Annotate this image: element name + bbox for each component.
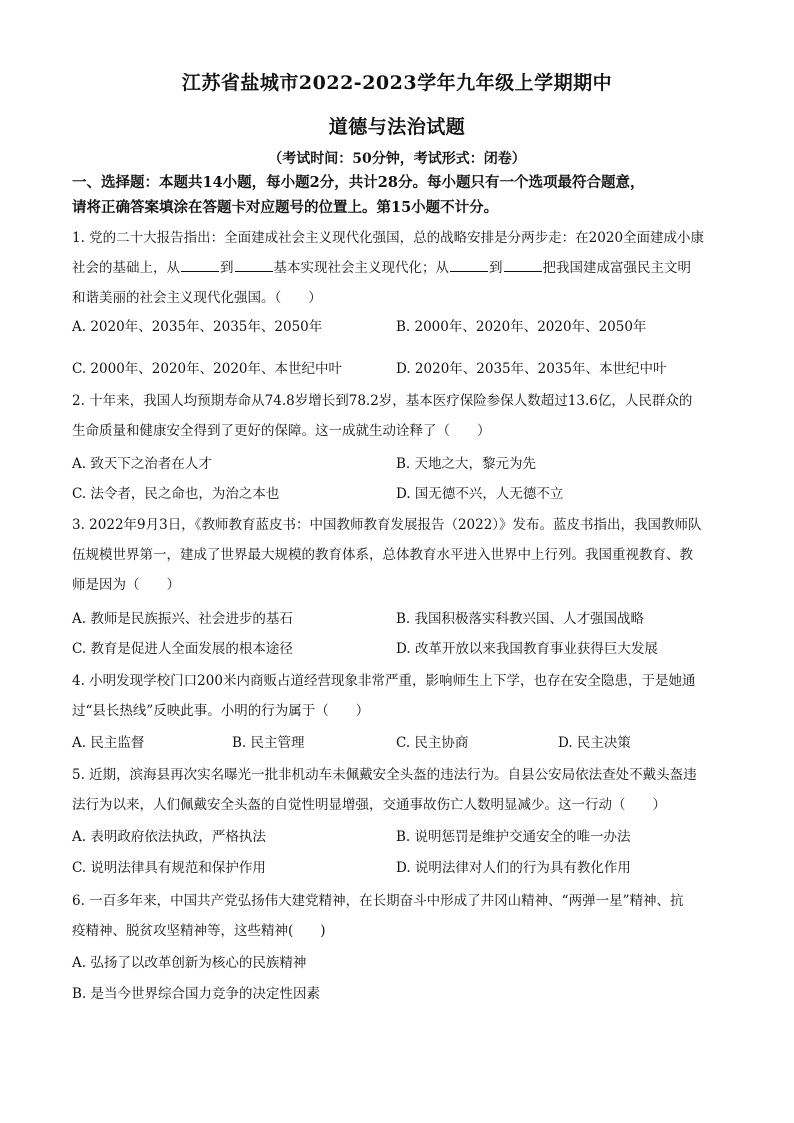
question-4-option-d: D. 民主决策 — [558, 735, 631, 751]
question-3-option-a: A. 教师是民族振兴、社会进步的基石 — [72, 611, 293, 627]
question-1-option-b: B. 2000年、2020年、2020年、2050年 — [396, 319, 647, 335]
question-3-line2: 伍规模世界第一，建成了世界最大规模的教育体系，总体教育水平进入世界中上行列。我国重视教育、教 — [72, 547, 693, 563]
question-2 — [72, 386, 732, 446]
question-2-option-c: C. 法令者，民之命也，为治之本也 — [72, 486, 280, 502]
question-5-line1: 5. 近期，滨海县再次实名曝光一批非机动车未佩戴安全头盔的违法行为。自县公安局依法查处不戴头盔违 — [72, 767, 697, 783]
question-2-line2: 生命质量和健康安全得到了更好的保障。这一成就生动诠释了（ ） — [72, 423, 491, 439]
question-3-line3: 师是因为（ ） — [72, 577, 180, 593]
question-3-line1: 3. 2022年9月3日，《教师教育蓝皮书：中国教师教育发展报告（2022）》发布。蓝皮书指出，我国教师队 — [72, 517, 702, 533]
question-4-option-b: B. 民主管理 — [232, 735, 305, 751]
question-2-option-d: D. 国无德不兴，人无德不立 — [396, 486, 564, 502]
question-5-option-c: C. 说明法律具有规范和保护作用 — [72, 860, 266, 876]
question-5-option-a: A. 表明政府依法执政，严格执法 — [72, 829, 266, 845]
question-6 — [72, 886, 732, 946]
question-3-option-d: D. 改革开放以来我国教育事业获得巨大发展 — [396, 641, 658, 657]
answer-blank — [181, 257, 219, 272]
question-text: 到 — [220, 260, 234, 276]
question-text: 把我国建成富强民主文明 — [542, 260, 691, 276]
section-instructions — [72, 170, 732, 220]
question-2-option-b: B. 天地之大，黎元为先 — [396, 456, 537, 472]
question-6-line1: 6. 一百多年来，中国共产党弘扬伟大建党精神，在长期奋斗中形成了井冈山精神、“两弹一星”精神、抗 — [72, 893, 684, 909]
question-6-option-a: A. 弘扬了以改革创新为核心的民族精神 — [72, 955, 307, 971]
exam-subject-title: 道德与法治试题 — [328, 116, 466, 138]
question-6-option-b: B. 是当今世界综合国力竞争的决定性因素 — [72, 986, 321, 1002]
question-2-option-a: A. 致天下之治者在人才 — [72, 456, 212, 472]
section-instructions-line1: 一、选择题：本题共14小题，每小题2分，共计28分。每小题只有一个选项最符合题意， — [72, 174, 645, 191]
question-4-line1: 4. 小明发现学校门口200米内商贩占道经营现象非常严重，影响师生上下学，也存在安全隐患，于是她通 — [72, 673, 696, 689]
exam-title: 江苏省盐城市2022-2023学年九年级上学期期中 — [181, 72, 613, 94]
question-text: 社会的基础上，从 — [72, 260, 180, 276]
question-1-option-a: A. 2020年、2035年、2035年、2050年 — [72, 319, 323, 335]
question-1-line2 — [72, 253, 732, 283]
question-5-option-b: B. 说明惩罚是维护交通安全的唯一办法 — [396, 829, 631, 845]
question-text: 到 — [489, 260, 503, 276]
answer-blank — [504, 257, 542, 272]
question-3-option-c: C. 教育是促进人全面发展的根本途径 — [72, 641, 293, 657]
question-4-option-a: A. 民主监督 — [72, 735, 145, 751]
question-text: 基本实现社会主义现代化；从 — [273, 260, 449, 276]
question-1-line3: 和谐美丽的社会主义现代化强国。（ ） — [72, 290, 322, 306]
exam-info: （考试时间：50分钟，考试形式：闭卷） — [268, 151, 526, 167]
section-instructions-line2: 请将正确答案填涂在答题卡对应题号的位置上。第15小题不计分。 — [72, 199, 499, 216]
question-3-option-b: B. 我国积极落实科教兴国、人才强国战略 — [396, 611, 645, 627]
question-5-line2: 法行为以来，人们佩戴安全头盔的自觉性明显增强，交通事故伤亡人数明显减少。这一行动（ ） — [72, 797, 666, 813]
question-6-line2: 疫精神、脱贫攻坚精神等，这些精神( ) — [72, 923, 326, 939]
answer-blank — [235, 257, 273, 272]
question-1-option-c: C. 2000年、2020年、2020年、本世纪中叶 — [72, 361, 342, 377]
question-1-line1: 1. 党的二十大报告指出：全面建成社会主义现代化强国，总的战略安排是分两步走：在2020全面建成小康 — [72, 230, 705, 246]
question-4 — [72, 666, 732, 726]
question-1 — [72, 223, 732, 313]
question-5 — [72, 760, 732, 820]
question-2-line1: 2. 十年来，我国人均预期寿命从74.8岁增长到78.2岁，基本医疗保险参保人数超过13.6亿，人民群众的 — [72, 393, 693, 409]
question-1-option-d: D. 2020年、2035年、2035年、本世纪中叶 — [396, 361, 667, 377]
question-4-line2: 过“县长热线”反映此事。小明的行为属于（ ） — [72, 703, 370, 719]
question-5-option-d: D. 说明法律对人们的行为具有教化作用 — [396, 860, 631, 876]
question-4-option-c: C. 民主协商 — [396, 735, 469, 751]
answer-blank — [450, 257, 488, 272]
question-3 — [72, 510, 732, 600]
